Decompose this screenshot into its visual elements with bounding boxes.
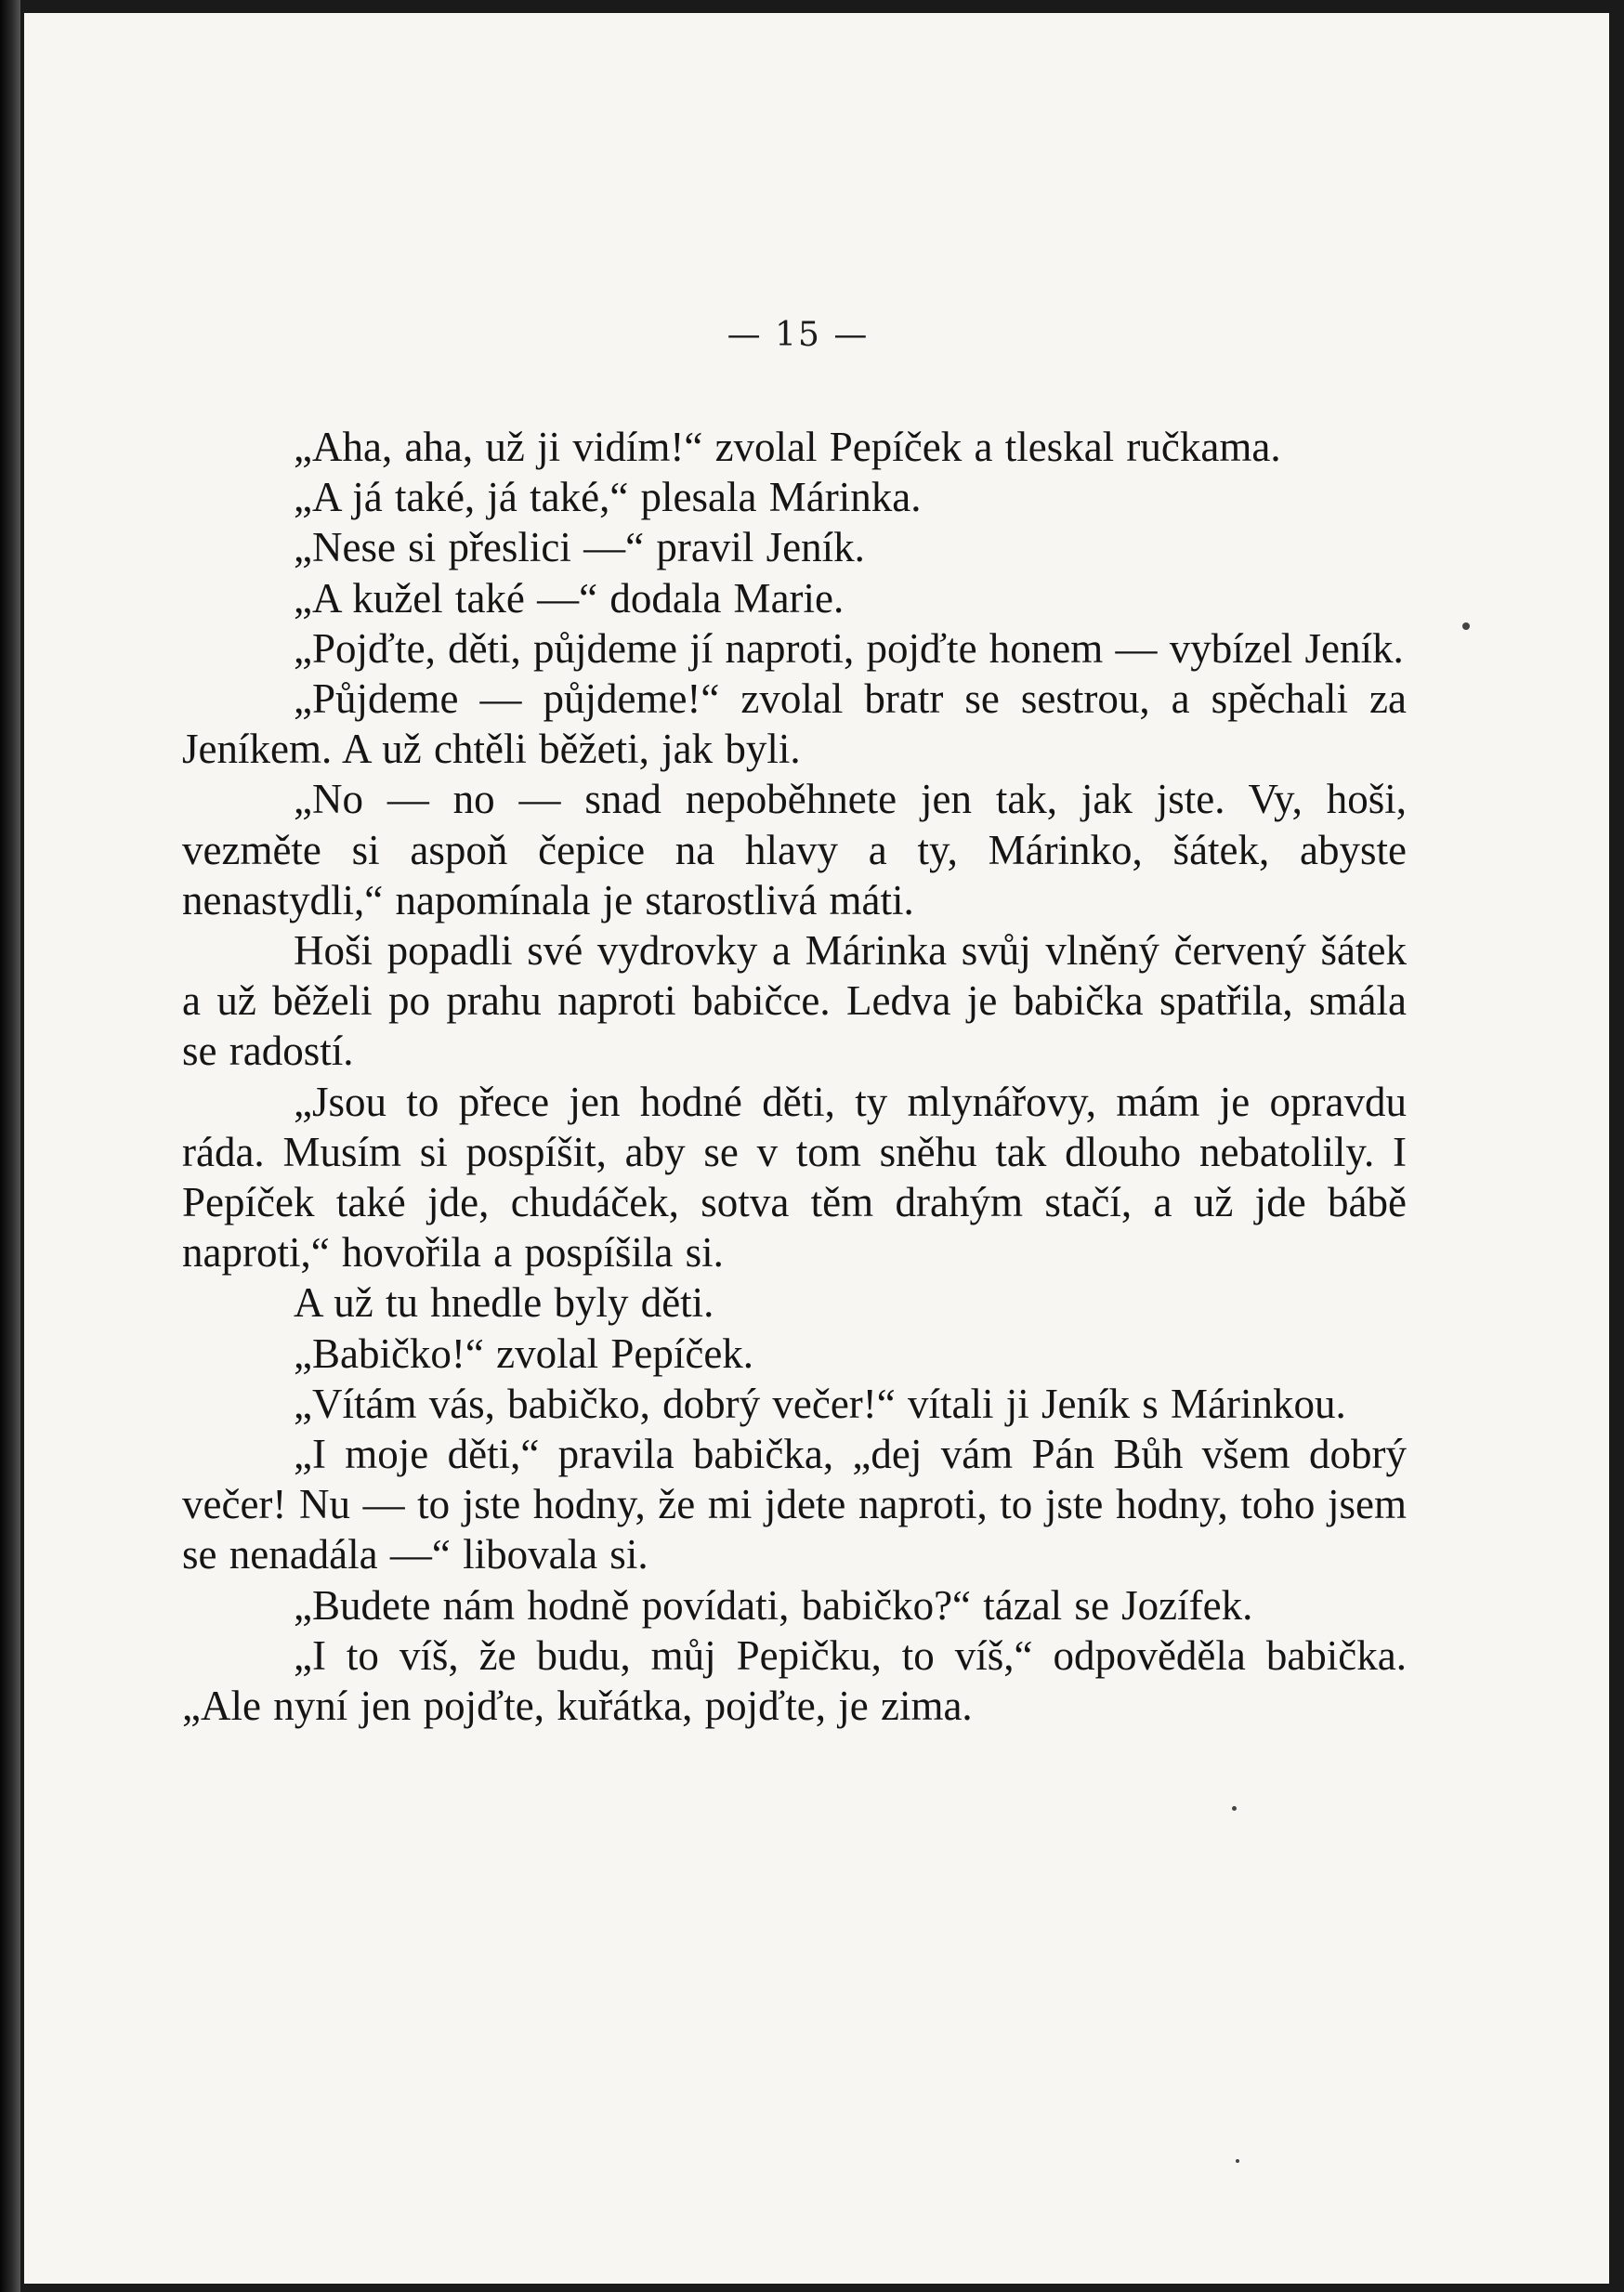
paragraph: „Nese si přeslici —“ pravil Jeník. xyxy=(294,524,865,571)
page-number: — 15 — xyxy=(727,316,870,354)
paper-speck xyxy=(1462,622,1470,630)
paper-speck xyxy=(1236,2159,1239,2163)
paragraph: „Vítám vás, babičko, dobrý večer!“ vítali ji Jeník s Márinkou. xyxy=(294,1380,1346,1427)
paper-speck xyxy=(1232,1806,1237,1811)
paragraph: A už tu hnedle byly děti. xyxy=(294,1279,714,1327)
paragraph: „Aha, aha, už ji vidím!“ zvolal Pepíček a tleskal ručkama. xyxy=(294,424,1281,470)
page-text xyxy=(182,422,1407,1731)
paragraph: „A já také, já také,“ plesala Márinka. xyxy=(294,474,922,521)
paragraph: „Jsou to přece jen hodné děti, ty mlynářovy, mám je opravdu ráda. Musím si pospíšit, aby se v tom sněhu tak dlouho nebatolily. I Pepíček také jde, chudáček, sotva těm drahým stačí, a už jde bábě naproti,“ hovořila a pospíšila si. xyxy=(182,1078,1407,1277)
paragraph: „I moje děti,“ pravila babička, „dej vám Pán Bůh všem dobrý večer! Nu — to jste hodny, že mi jdete naproti, to jste hodny, toho jsem se nenadála —“ libovala si. xyxy=(182,1431,1407,1578)
paragraph: „Babičko!“ zvolal Pepíček. xyxy=(294,1329,754,1377)
paragraph: „Budete nám hodně povídati, babičko?“ tázal se Jozífek. xyxy=(294,1581,1253,1629)
paragraph: „I to víš, že budu, můj Pepičku, to víš,“ odpověděla babička. „Ale nyní jen pojďte, kuřátka, pojďte, je zima. xyxy=(182,1631,1407,1730)
book-page xyxy=(24,13,1609,2284)
paragraph: Hoši popadli své vydrovky a Márinka svůj vlněný červený šátek a už běželi po prahu naproti babičce. Ledva je babička spatřila, smála se radostí. xyxy=(182,927,1407,1075)
paragraph: „Pojďte, děti, půjdeme jí naproti, pojďte honem — vybízel Jeník. xyxy=(294,624,1404,672)
paragraph: „Půjdeme — půjdeme!“ zvolal bratr se sestrou, a spěchali za Jeníkem. A už chtěli běžeti, jak byli. xyxy=(182,675,1407,773)
paragraph: „No — no — snad nepoběhnete jen tak, jak jste. Vy, hoši, vezměte si aspoň čepice na hlavy a ty, Márinko, šátek, abyste nenastydli,“ napomínala je starostlivá máti. xyxy=(182,776,1407,923)
paragraph: „A kužel také —“ dodala Marie. xyxy=(294,574,845,622)
book-spine-shadow xyxy=(0,0,20,2292)
